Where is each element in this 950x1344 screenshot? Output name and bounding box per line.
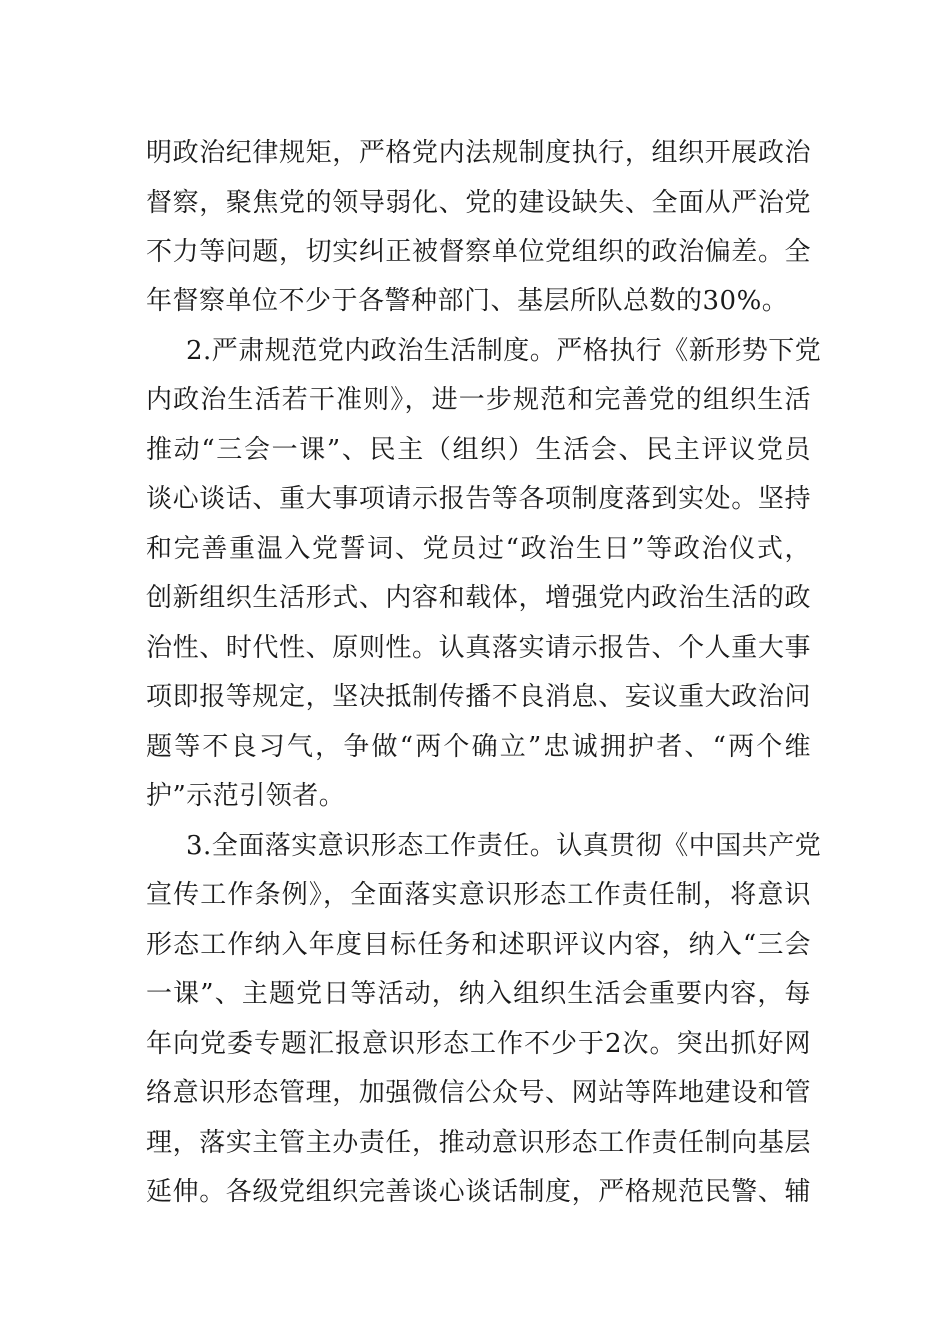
text-line: 项即报等规定，坚决抵制传播不良消息、妄议重大政治问 [146,682,811,712]
text-line: 年向党委专题汇报意识形态工作不少于2次。突出抓好网 [146,1029,811,1059]
text-line: 治性、时代性、原则性。认真落实请示报告、个人重大事 [146,633,811,663]
text-line: 年督察单位不少于各警种部门、基层所队总数的30%。 [146,286,789,316]
text-line: 延伸。各级党组织完善谈心谈话制度，严格规范民警、辅 [146,1177,811,1207]
text-line: 一课”、主题党日等活动，纳入组织生活会重要内容，每 [146,979,811,1009]
text-line: 谈心谈话、重大事项请示报告等各项制度落到实处。坚持 [146,484,811,514]
text-line: 宣传工作条例》，全面落实意识形态工作责任制，将意识 [146,880,811,910]
text-line: 不力等问题，切实纠正被督察单位党组织的政治偏差。全 [146,237,811,267]
text-line: 理，落实主管主办责任，推动意识形态工作责任制向基层 [146,1128,811,1158]
text-line: 督察，聚焦党的领导弱化、党的建设缺失、全面从严治党 [146,188,811,218]
text-line: 明政治纪律规矩，严格党内法规制度执行，组织开展政治 [146,138,811,168]
text-line: 题等不良习气，争做“两个确立”忠诚拥护者、“两个维 [146,732,811,762]
text-line: 推动“三会一课”、民主（组织）生活会、民主评议党员 [146,435,811,465]
text-line: 形态工作纳入年度目标任务和述职评议内容，纳入“三会 [146,930,811,960]
text-line: 络意识形态管理，加强微信公众号、网站等阵地建设和管 [146,1078,811,1108]
text-line: 创新组织生活形式、内容和载体，增强党内政治生活的政 [146,583,811,613]
text-line: 护”示范引领者。 [146,781,346,811]
text-line: 内政治生活若干准则》，进一步规范和完善党的组织生活 [146,385,811,415]
section-heading-line: 3.全面落实意识形态工作责任。认真贯彻《中国共产党 [186,831,822,861]
text-line: 和完善重温入党誓词、党员过“政治生日”等政治仪式， [146,534,811,564]
section-heading-line: 2.严肃规范党内政治生活制度。严格执行《新形势下党 [186,336,822,366]
